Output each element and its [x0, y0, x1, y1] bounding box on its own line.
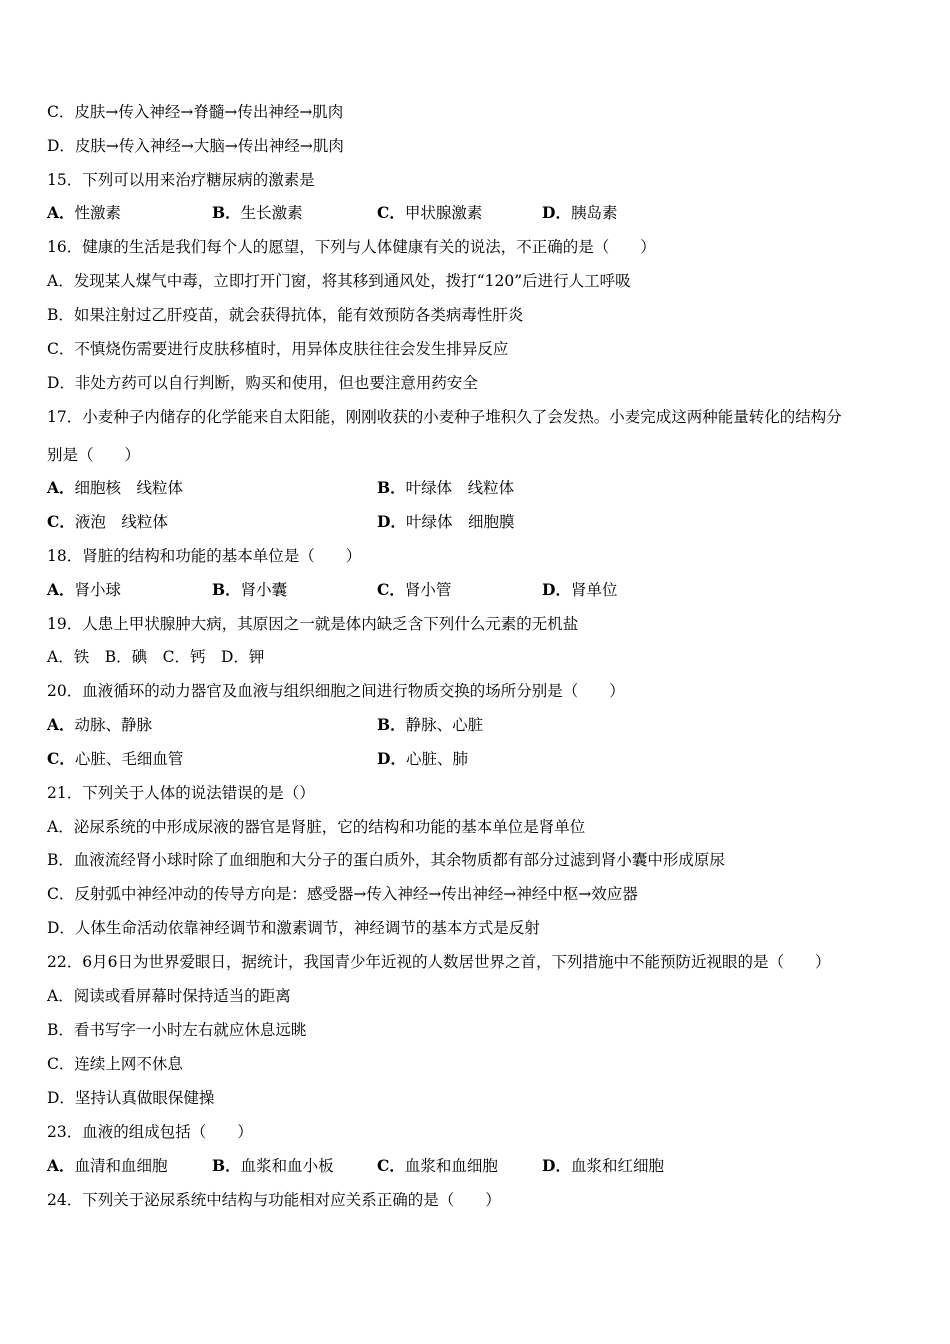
option-label: D．: [377, 749, 406, 768]
option-text: 静脉、心脏: [405, 716, 484, 734]
text-line: A．铁 B．碘 C．钙 D．钾: [47, 648, 265, 666]
option-text: 心脏、肺: [405, 750, 468, 768]
options-row: [47, 510, 907, 534]
option-text: 血浆和红细胞: [570, 1157, 664, 1175]
option-text: 肾小囊: [240, 581, 288, 599]
text-line: C．不慎烧伤需要进行皮肤移植时，用异体皮肤往往会发生排异反应: [47, 340, 509, 358]
option-text: 肾小管: [404, 581, 452, 599]
option-text: 血浆和血细胞: [404, 1157, 498, 1175]
text-line: C．皮肤→传入神经→脊髓→传出神经→肌肉: [47, 103, 344, 121]
answer-option: [47, 1154, 168, 1178]
text-line: D．皮肤→传入神经→大脑→传出神经→肌肉: [47, 137, 344, 155]
text-line: 23．血液的组成包括（ ）: [47, 1123, 253, 1141]
option-text: 动脉、静脉: [74, 716, 153, 734]
text-line: C．反射弧中神经冲动的传导方向是：感受器→传入神经→传出神经→神经中枢→效应器: [47, 885, 638, 903]
option-label: C．: [377, 580, 405, 599]
text-line: A．泌尿系统的中形成尿液的器官是肾脏，它的结构和功能的基本单位是肾单位: [47, 818, 586, 836]
answer-option: [212, 1154, 334, 1178]
answer-option: [377, 476, 514, 500]
option-label: B．: [377, 478, 406, 497]
answer-option: [542, 1154, 664, 1178]
text-line: 24．下列关于泌尿系统中结构与功能相对应关系正确的是（ ）: [47, 1191, 501, 1209]
option-text: 甲状腺激素: [404, 204, 483, 222]
option-text: 血浆和血小板: [240, 1157, 334, 1175]
text-line: D．坚持认真做眼保健操: [47, 1089, 215, 1107]
option-label: A．: [47, 478, 75, 497]
option-text: 肾单位: [570, 581, 618, 599]
answer-option: [377, 201, 482, 225]
options-row: [47, 476, 907, 500]
option-label: B．: [377, 715, 406, 734]
text-line: B．如果注射过乙肝疫苗，就会获得抗体，能有效预防各类病毒性肝炎: [47, 306, 524, 324]
option-text: 叶绿体 细胞膜: [405, 513, 515, 531]
option-text: 肾小球: [74, 581, 122, 599]
answer-option: [377, 510, 514, 534]
option-label: D．: [377, 512, 406, 531]
text-line: 22．6月6日为世界爱眼日，据统计，我国青少年近视的人数居世界之首，下列措施中不能预防近视眼的是（ ）: [47, 953, 831, 971]
options-row: [47, 713, 907, 737]
text-line: D．非处方药可以自行判断，购买和使用，但也要注意用药安全: [47, 374, 478, 392]
text-line: 17．小麦种子内储存的化学能来自太阳能，刚刚收获的小麦种子堆积久了会发热。小麦完成这两种能量转化的结构分: [47, 408, 842, 426]
option-label: B．: [212, 580, 241, 599]
answer-option: [47, 747, 183, 771]
option-label: C．: [377, 203, 405, 222]
answer-option: [47, 201, 121, 225]
text-line: 19．人患上甲状腺肿大病，其原因之一就是体内缺乏含下列什么元素的无机盐: [47, 615, 579, 633]
text-line: A．发现某人煤气中毒，立即打开门窗，将其移到通风处，拨打“120”后进行人工呼吸: [47, 272, 631, 290]
option-text: 液泡 线粒体: [74, 513, 168, 531]
answer-option: [542, 578, 617, 602]
answer-option: [377, 713, 483, 737]
text-line: A．阅读或看屏幕时保持适当的距离: [47, 987, 291, 1005]
text-line: 20．血液循环的动力器官及血液与组织细胞之间进行物质交换的场所分别是（ ）: [47, 682, 625, 700]
option-text: 血清和血细胞: [74, 1157, 168, 1175]
text-line: C．连续上网不休息: [47, 1055, 183, 1073]
answer-option: [212, 578, 287, 602]
option-label: A．: [47, 715, 75, 734]
option-text: 细胞核 线粒体: [74, 479, 184, 497]
text-line: B．看书写字一小时左右就应休息远眺: [47, 1021, 307, 1039]
answer-option: [377, 578, 451, 602]
option-label: D．: [542, 203, 571, 222]
options-row: [47, 201, 907, 225]
option-label: B．: [212, 203, 241, 222]
options-row: [47, 578, 907, 602]
text-line: B．血液流经肾小球时除了血细胞和大分子的蛋白质外，其余物质都有部分过滤到肾小囊中形成原尿: [47, 851, 725, 869]
text-line: 16．健康的生活是我们每个人的愿望，下列与人体健康有关的说法，不正确的是（ ）: [47, 238, 656, 256]
option-label: C．: [377, 1156, 405, 1175]
text-line: 别是（ ）: [47, 446, 141, 464]
option-label: A．: [47, 580, 75, 599]
option-label: B．: [212, 1156, 241, 1175]
answer-option: [47, 578, 121, 602]
option-text: 生长激素: [240, 204, 303, 222]
text-line: 21．下列关于人体的说法错误的是（）: [47, 784, 315, 802]
answer-option: [377, 1154, 498, 1178]
options-row: [47, 1154, 907, 1178]
answer-option: [212, 201, 303, 225]
option-label: D．: [542, 1156, 571, 1175]
text-line: 18．肾脏的结构和功能的基本单位是（ ）: [47, 547, 362, 565]
option-label: C．: [47, 749, 75, 768]
answer-option: [47, 510, 168, 534]
answer-option: [47, 713, 152, 737]
answer-option: [542, 201, 617, 225]
text-line: 15．下列可以用来治疗糖尿病的激素是: [47, 171, 315, 189]
option-text: 性激素: [74, 204, 122, 222]
answer-option: [47, 476, 183, 500]
option-label: D．: [542, 580, 571, 599]
option-text: 心脏、毛细血管: [74, 750, 184, 768]
option-label: A．: [47, 203, 75, 222]
option-text: 叶绿体 线粒体: [405, 479, 515, 497]
options-row: [47, 747, 907, 771]
option-label: A．: [47, 1156, 75, 1175]
answer-option: [377, 747, 468, 771]
option-text: 胰岛素: [570, 204, 618, 222]
option-label: C．: [47, 512, 75, 531]
text-line: D．人体生命活动依靠神经调节和激素调节，神经调节的基本方式是反射: [47, 919, 540, 937]
